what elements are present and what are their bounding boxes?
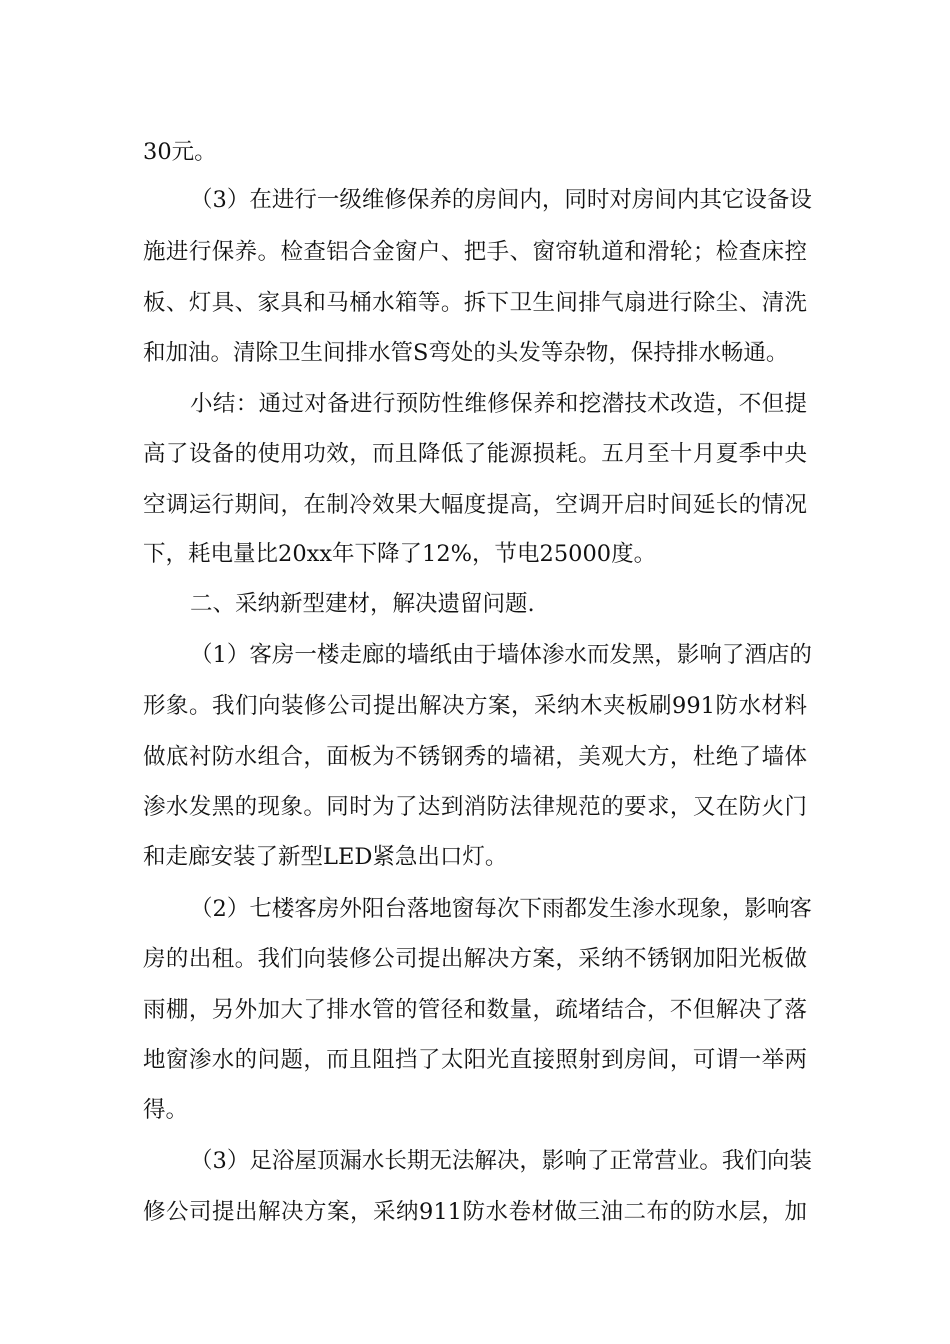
section-heading: 二、采纳新型建材，解决遗留问题. bbox=[190, 591, 535, 617]
text-line: 地窗渗水的问题，而且阻挡了太阳光直接照射到房间，可谓一举两 bbox=[143, 1047, 807, 1073]
text-line: 和走廊安装了新型LED紧急出口灯。 bbox=[143, 844, 508, 870]
text-line: 修公司提出解决方案，采纳911防水卷材做三油二布的防水层，加 bbox=[143, 1199, 807, 1225]
text-line: 得。 bbox=[143, 1097, 189, 1123]
text-line: 雨棚，另外加大了排水管的管径和数量，疏堵结合，不但解决了落 bbox=[143, 997, 807, 1023]
text-line: 施进行保养。检查铝合金窗户、把手、窗帘轨道和滑轮；检查床控 bbox=[143, 239, 807, 265]
text-line: 空调运行期间，在制冷效果大幅度提高，空调开启时间延长的情况 bbox=[143, 492, 807, 518]
paragraph-1-start: （1）客房一楼走廊的墙纸由于墙体渗水而发黑，影响了酒店的 bbox=[190, 642, 812, 668]
paragraph-2-start: （2）七楼客房外阳台落地窗每次下雨都发生渗水现象，影响客 bbox=[190, 896, 812, 922]
text-line: 下，耗电量比20xx年下降了12%，节电25000度。 bbox=[143, 541, 657, 567]
text-line: 和加油。清除卫生间排水管S弯处的头发等杂物，保持排水畅通。 bbox=[143, 340, 789, 366]
text-line: 30元。 bbox=[143, 139, 217, 165]
paragraph-3-start: （3）在进行一级维修保养的房间内，同时对房间内其它设备设 bbox=[190, 187, 812, 213]
text-line: 做底衬防水组合，面板为不锈钢秀的墙裙，美观大方，杜绝了墙体 bbox=[143, 744, 807, 770]
summary-paragraph-start: 小结：通过对备进行预防性维修保养和挖潜技术改造，不但提 bbox=[190, 391, 807, 417]
paragraph-3b-start: （3）足浴屋顶漏水长期无法解决，影响了正常营业。我们向装 bbox=[190, 1148, 812, 1174]
text-line: 高了设备的使用功效，而且降低了能源损耗。五月至十月夏季中央 bbox=[143, 441, 807, 467]
text-line: 渗水发黑的现象。同时为了达到消防法律规范的要求，又在防火门 bbox=[143, 794, 807, 820]
text-line: 形象。我们向装修公司提出解决方案，采纳木夹板刷991防水材料 bbox=[143, 693, 807, 719]
text-line: 板、灯具、家具和马桶水箱等。拆下卫生间排气扇进行除尘、清洗 bbox=[143, 290, 807, 316]
text-line: 房的出租。我们向装修公司提出解决方案，采纳不锈钢加阳光板做 bbox=[143, 946, 807, 972]
